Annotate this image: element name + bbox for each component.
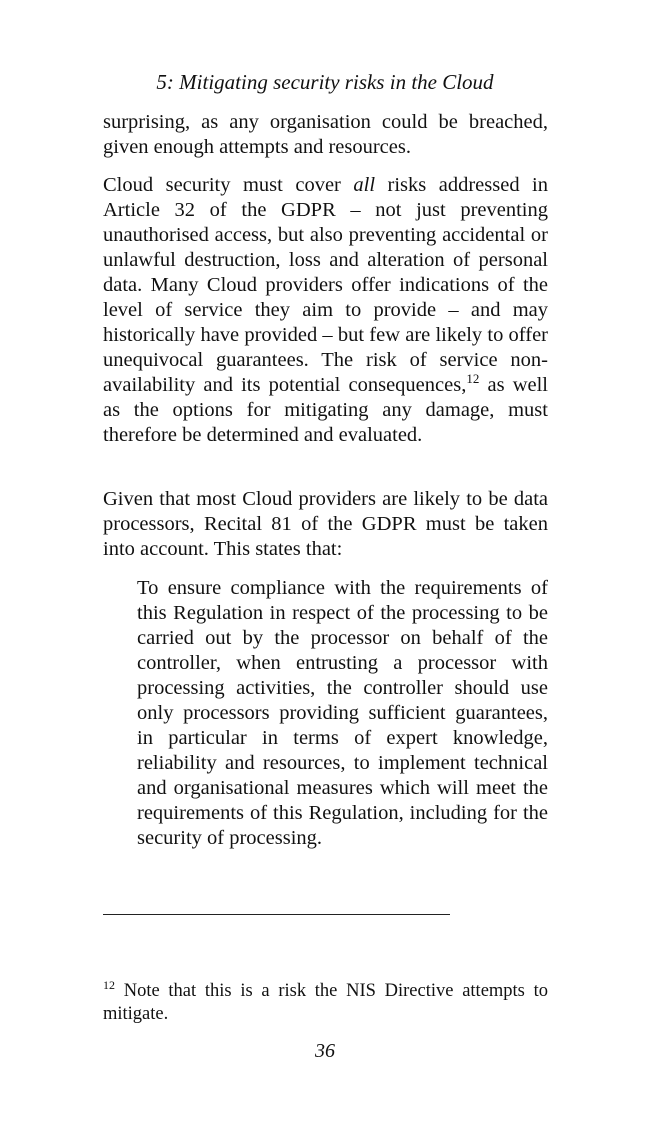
- running-header: 5: Mitigating security risks in the Cloud: [156, 70, 494, 94]
- emphasis-all: all: [353, 174, 376, 196]
- footnote-reference[interactable]: 12: [466, 371, 480, 386]
- page-number: 36: [315, 1040, 335, 1062]
- paragraph-text-start: Cloud security must cover: [103, 174, 354, 196]
- footnote-separator: [103, 914, 450, 915]
- footnote-text: Note that this is a risk the NIS Directive attempts to mitigate.: [103, 981, 548, 1024]
- block-quote-recital-81: [137, 576, 548, 851]
- footnote-12: [103, 980, 548, 1026]
- paragraph-text-middle: risks addressed in Article 32 of the GDPR – not just preventing unauthorised access, but also preventing accidental or unlawful destruction, loss and alteration of personal data. Many Cloud providers offer indications of the level of service they aim to provide – and may historically have provided – but few are likely to offer unequivocal guarantees. The risk of service non-availability and its potential consequences,: [103, 174, 548, 396]
- quote-text: To ensure compliance with the requirements of this Regulation in respect of the processing to be carried out by the processor on behalf of the controller, when entrusting a processor with processing activities, the controller should use only processors providing sufficient guarantees, in particular in terms of expert knowledge, reliability and resources, to implement technical and organisational measures which will meet the requirements of this Regulation, including for the security of processing.: [137, 577, 548, 849]
- paragraph-text: Given that most Cloud providers are likely to be data processors, Recital 81 of the GDPR must be taken into account. This states that:: [103, 488, 548, 560]
- footnote-number: 12: [103, 978, 115, 992]
- paragraph-recital-intro: [103, 487, 548, 562]
- paragraph-continuation: [103, 110, 548, 160]
- paragraph-text: surprising, as any organisation could be breached, given enough attempts and resources.: [103, 111, 548, 158]
- paragraph-cloud-security: [103, 173, 548, 448]
- paragraph-text-end: as well as the options for mitigating any damage, must therefore be determined and evaluated.: [103, 374, 548, 446]
